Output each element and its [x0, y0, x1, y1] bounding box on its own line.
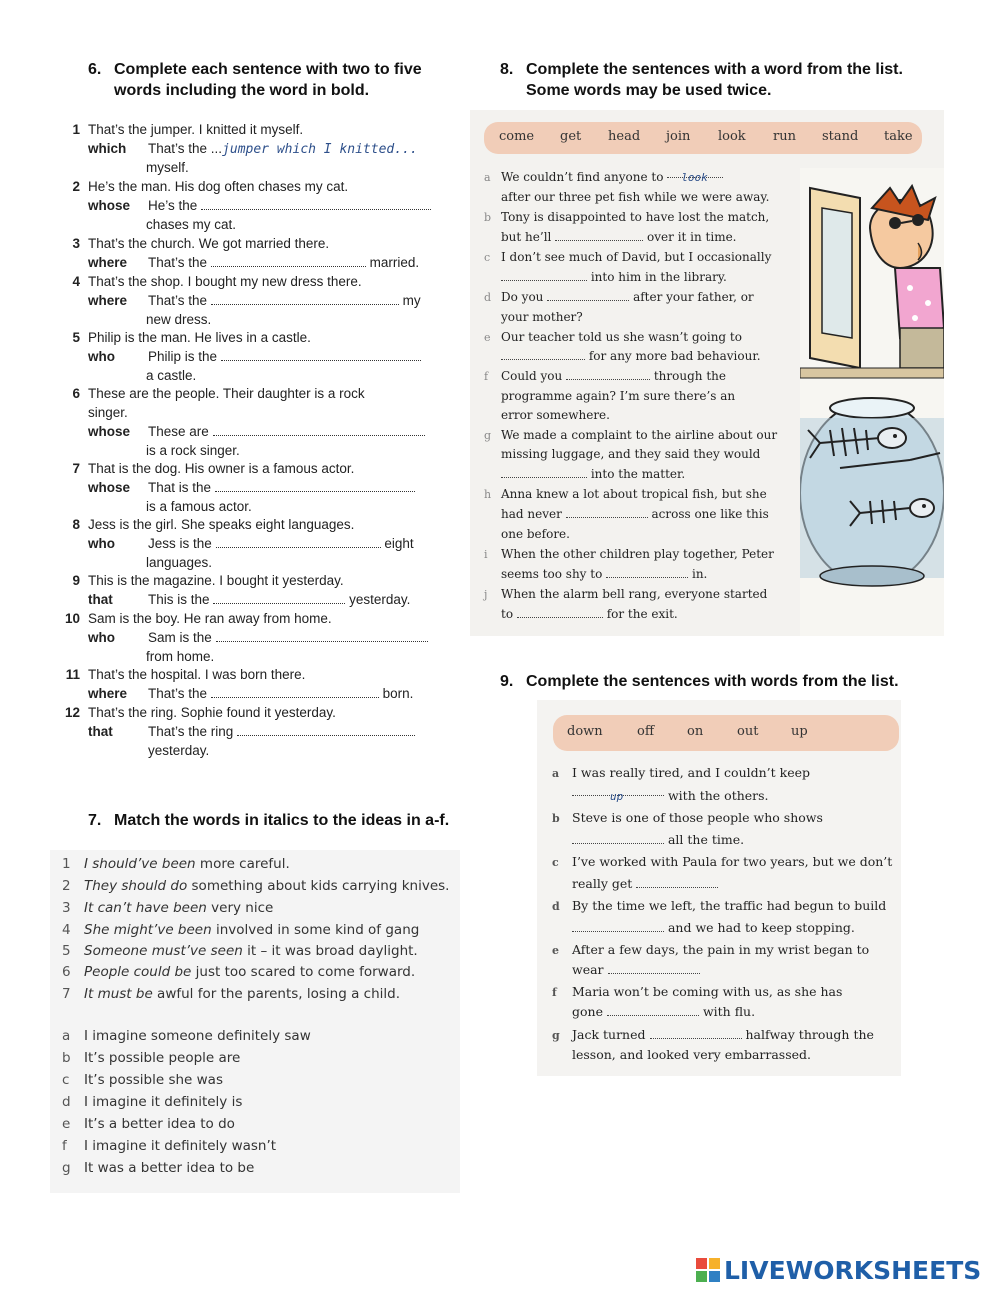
- s6-item-6: 6 These are the people. Their daughter is a rock singer. whose These are is a rock singer.: [58, 384, 443, 460]
- s7-sentence-3: 3 It can’t have been very nice: [62, 900, 274, 916]
- s6-gap-7[interactable]: [215, 480, 415, 492]
- s9-gap-g[interactable]: [650, 1028, 742, 1039]
- s6-item-10: 10 Sam is the boy. He ran away from home. who Sam is the from home.: [58, 609, 443, 666]
- s9-line-b2: all the time.: [552, 829, 572, 851]
- s9-line-d2: and we had to keep stopping.: [552, 917, 572, 939]
- s6-item-4: 4 That’s the shop. I bought my new dress there. where That’s the my new dress.: [72, 274, 421, 327]
- s6-gap-8[interactable]: [216, 536, 381, 548]
- s8-gap-i[interactable]: [606, 567, 688, 578]
- fishbowl-cartoon-illustration: [800, 168, 944, 636]
- s8-line-f1: f Could you through the: [484, 369, 726, 383]
- s6-gap-10[interactable]: [216, 630, 428, 642]
- word-head: head: [608, 129, 641, 144]
- s9-line-g2: lesson, and looked very embarrassed.: [572, 1047, 812, 1062]
- s7-idea-f: f I imagine it definitely wasn’t: [62, 1138, 277, 1154]
- section9-word-list: [553, 715, 899, 751]
- s8-gap-f[interactable]: [566, 369, 650, 380]
- section6-heading: 6. Complete each sentence with two to five words including the word in bold.: [88, 61, 422, 99]
- s9-line-d1: d By the time we left, the traffic had begun to build: [552, 898, 887, 913]
- s8-gap-e[interactable]: [501, 349, 585, 360]
- s9-gap-e[interactable]: [608, 963, 700, 974]
- s7-idea-g: g It was a better idea to be: [62, 1160, 255, 1176]
- s7-idea-e: e It’s a better idea to do: [62, 1116, 235, 1132]
- s8-line-b2: but he’ll over it in time.: [501, 230, 737, 244]
- word-on: on: [687, 724, 704, 739]
- s8-gap-b[interactable]: [555, 230, 643, 241]
- s6-item-5: 5 Philip is the man. He lives in a castle. who Philip is the a castle.: [58, 328, 443, 385]
- s9-line-g1: g Jack turned halfway through the: [552, 1027, 874, 1042]
- s8-line-a2: after our three pet fish while we were away.: [501, 190, 770, 204]
- s8-line-e2: for any more bad behaviour.: [484, 346, 501, 366]
- s6-item-8: 8 Jess is the girl. She speaks eight languages. who Jess is the eight languages.: [72, 517, 414, 570]
- s7-sentence-7: 7 It must be awful for the parents, losing a child.: [62, 986, 401, 1002]
- s8-gap-j[interactable]: [517, 607, 603, 618]
- s8-gap-a[interactable]: look: [667, 167, 723, 178]
- word-join: join: [666, 129, 691, 144]
- s9-line-a2: up with the others.: [552, 785, 572, 807]
- word-out: out: [737, 724, 759, 739]
- s6-gap-11[interactable]: [211, 686, 379, 698]
- s7-sentence-6: 6 People could be just too scared to come forward.: [62, 964, 416, 980]
- s9-gap-f[interactable]: [607, 1005, 699, 1016]
- s9-line-e1: e After a few days, the pain in my wrist began to: [552, 942, 870, 957]
- section7-heading: 7. Match the words in italics to the ideas in a-f.: [88, 812, 450, 829]
- s8-line-j1: j When the alarm bell rang, everyone started: [484, 587, 768, 601]
- s6-item-9: 9 This is the magazine. I bought it yesterday. that This is the yesterday.: [72, 573, 411, 607]
- word-down: down: [567, 724, 603, 739]
- s8-line-e1: e Our teacher told us she wasn’t going to: [484, 330, 742, 344]
- s9-gap-a[interactable]: up: [572, 785, 664, 796]
- word-stand: stand: [822, 129, 859, 144]
- s6-answer-1[interactable]: jumper which I knitted...: [222, 142, 418, 157]
- s7-sentence-1: 1 I should’ve been more careful.: [62, 856, 290, 872]
- s8-line-a1: a We couldn’t find anyone to look: [484, 167, 501, 187]
- s8-line-b1: b Tony is disappointed to have lost the match,: [484, 210, 770, 224]
- s7-idea-b: b It’s possible people are: [62, 1050, 241, 1066]
- s6-item-2: 2 He’s the man. His dog often chases my cat. whose He’s the chases my cat.: [58, 177, 443, 234]
- s9-line-c1: c I’ve worked with Paula for two years, but we don’t: [552, 854, 893, 869]
- s6-item-3: 3 That’s the church. We got married there. where That’s the married.: [72, 236, 420, 270]
- s6-gap-4[interactable]: [211, 293, 399, 305]
- s7-idea-c: c It’s possible she was: [62, 1072, 223, 1088]
- word-look: look: [718, 129, 746, 144]
- word-get: get: [560, 129, 582, 144]
- s8-line-c1: c I don’t see much of David, but I occasionally: [484, 250, 772, 264]
- s9-line-e2: wear: [552, 959, 572, 981]
- s9-line-c2: really get: [552, 873, 572, 895]
- word-come: come: [499, 129, 535, 144]
- logo-square: [709, 1271, 720, 1282]
- logo-square: [709, 1258, 720, 1269]
- s6-gap-9[interactable]: [213, 592, 345, 604]
- s9-line-f2: gone with flu.: [572, 1004, 756, 1019]
- s9-gap-c[interactable]: [636, 877, 718, 888]
- s8-line-d1: d Do you after your father, or: [484, 290, 754, 304]
- s8-line-i2: seems too shy to in.: [501, 567, 708, 581]
- s8-gap-h[interactable]: [566, 507, 648, 518]
- s8-line-g2: missing luggage, and they said they would: [501, 447, 761, 461]
- s8-line-d2: your mother?: [501, 310, 583, 324]
- s9-line-f1: f Maria won’t be coming with us, as she has: [552, 984, 843, 999]
- section8-heading: 8. Complete the sentences with a word from the list. Some words may be used twice.: [500, 61, 903, 99]
- s8-gap-g[interactable]: [501, 467, 587, 478]
- s9-line-a1: a I was really tired, and I couldn’t keep: [552, 765, 811, 780]
- s7-idea-a: a I imagine someone definitely saw: [62, 1028, 311, 1044]
- s7-sentence-5: 5 Someone must’ve seen it – it was broad daylight.: [62, 943, 418, 959]
- s6-gap-5[interactable]: [221, 349, 421, 361]
- s9-line-b1: b Steve is one of those people who shows: [552, 810, 823, 825]
- s8-line-j2: to for the exit.: [501, 607, 678, 621]
- s8-line-g1: g We made a complaint to the airline about our: [484, 428, 778, 442]
- s8-gap-c[interactable]: [501, 270, 587, 281]
- s6-gap-12[interactable]: [237, 724, 415, 736]
- s8-line-f2: programme again? I’m sure there’s an: [501, 389, 736, 403]
- s7-idea-d: d I imagine it definitely is: [62, 1094, 243, 1110]
- s6-item-12: 12 That’s the ring. Sophie found it yesterday. that That’s the ring yesterday.: [58, 703, 443, 760]
- s8-line-h3: one before.: [501, 527, 570, 541]
- s7-sentence-4: 4 She might’ve been involved in some kind of gang: [62, 922, 420, 938]
- s8-line-f3: error somewhere.: [501, 408, 610, 422]
- s6-gap-3[interactable]: [211, 255, 366, 267]
- word-off: off: [637, 724, 655, 739]
- s8-line-h2: had never across one like this: [501, 507, 769, 521]
- logo-text: LIVEWORKSHEETS: [724, 1255, 982, 1285]
- s8-line-i1: i When the other children play together, Peter: [484, 547, 774, 561]
- s8-line-c2: into him in the library.: [484, 267, 501, 287]
- section9-heading: 9. Complete the sentences with words from the list.: [500, 673, 899, 690]
- s8-line-h1: h Anna knew a lot about tropical fish, but she: [484, 487, 767, 501]
- s6-item-1: 1 That’s the jumper. I knitted it myself. which That’s the ...jumper which I knitted... myself.: [72, 122, 418, 175]
- s9-gap-d[interactable]: [572, 921, 664, 932]
- s9-gap-b[interactable]: [572, 833, 664, 844]
- s8-line-g3: into the matter.: [484, 464, 501, 484]
- s8-gap-d[interactable]: [547, 290, 629, 301]
- section8-word-list: [484, 122, 922, 154]
- logo-grid-icon: [696, 1258, 720, 1282]
- s6-item-7: 7 That is the dog. His owner is a famous actor. whose That is the is a famous actor.: [58, 459, 443, 516]
- s7-sentence-2: 2 They should do something about kids carrying knives.: [62, 878, 450, 894]
- word-run: run: [773, 129, 796, 144]
- logo-square: [696, 1258, 707, 1269]
- s6-gap-2[interactable]: [201, 198, 431, 210]
- logo-square: [696, 1271, 707, 1282]
- s6-item-11: 11 That’s the hospital. I was born there. where That’s the born.: [65, 667, 414, 701]
- word-up: up: [791, 724, 808, 739]
- s6-gap-6[interactable]: [213, 424, 425, 436]
- word-take: take: [884, 129, 913, 144]
- liveworksheets-logo: [696, 1254, 981, 1286]
